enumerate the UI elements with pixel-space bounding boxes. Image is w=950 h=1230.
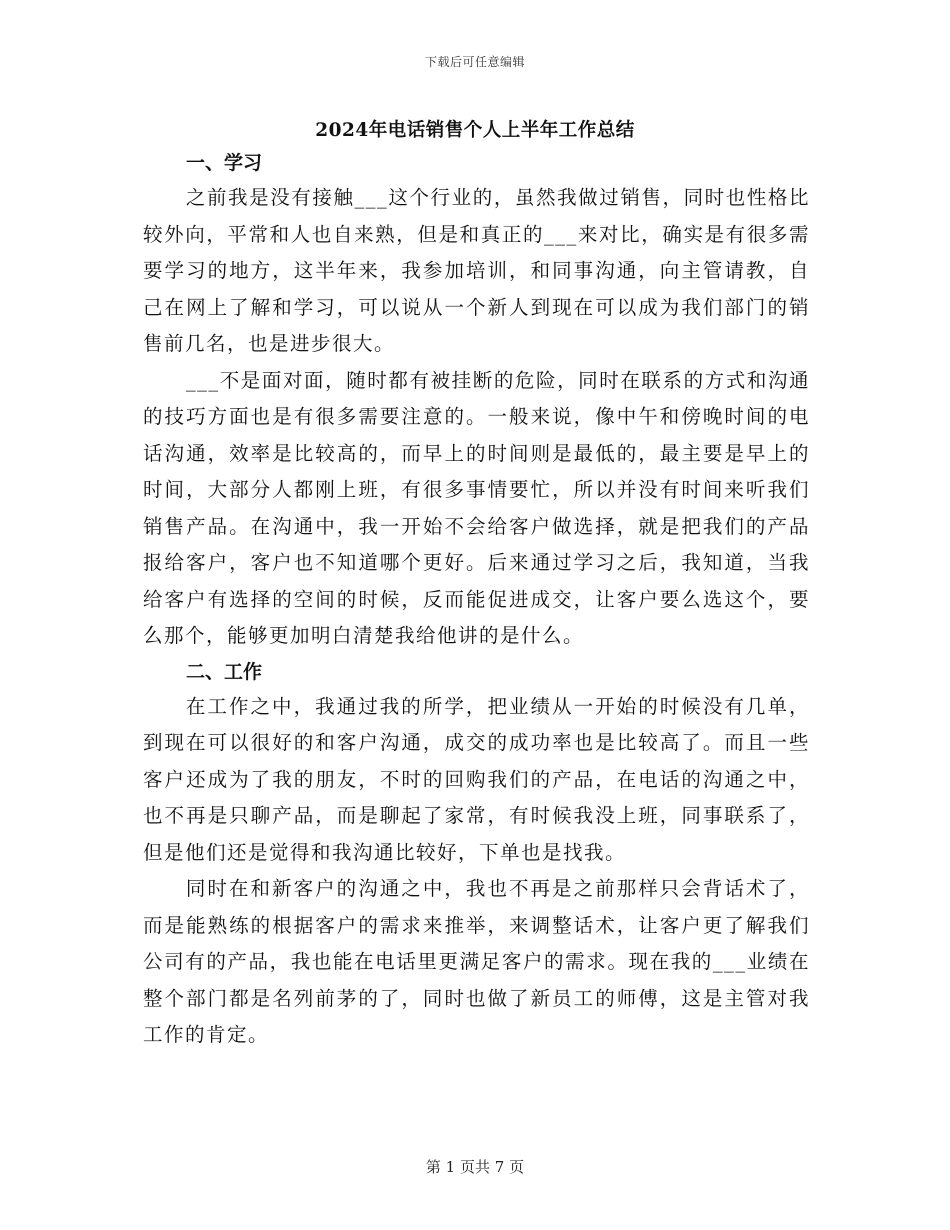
page-number: 第 1 页共 7 页 [425, 1158, 525, 1176]
section-work [143, 655, 810, 1054]
paragraph: ___不是面对面，随时都有被挂断的危险，同时在联系的方式和沟通的技巧方面也是有很多需要注意的。一般来说，像中午和傍晚时间的电话沟通，效率是比较高的，而早上的时间则是最低的，最主要是早上的时间，大部分人都刚上班，有很多事情要忙，所以并没有时间来听我们销售产品。在沟通中，我一开始不会给客户做选择，就是把我们的产品报给客户，客户也不知道哪个更好。后来通过学习之后，我知道，当我给客户有选择的空间的时候，反而能促进成交，让客户要么选这个，要么那个，能够更加明白清楚我给他讲的是什么。 [143, 368, 810, 647]
paragraph: 在工作之中，我通过我的所学，把业绩从一开始的时候没有几单，到现在可以很好的和客户沟通，成交的成功率也是比较高了。而且一些客户还成为了我的朋友，不时的回购我们的产品，在电话的沟通之中，也不再是只聊产品，而是聊起了家常，有时候我没上班，同事联系了，但是他们还是觉得和我沟通比较好，下单也是找我。 [143, 694, 810, 864]
section-study [143, 146, 810, 655]
section-heading: 一、学习 [186, 152, 263, 174]
document-title: 2024年电话销售个人上半年工作总结 [315, 120, 635, 141]
section-heading: 二、工作 [186, 660, 263, 683]
paragraph: 之前我是没有接触___这个行业的，虽然我做过销售，同时也性格比较外向，平常和人也自来熟，但是和真正的___来对比，确实是有很多需要学习的地方，这半年来，我参加培训，和同事沟通，向主管请教，自己在网上了解和学习，可以说从一个新人到现在可以成为我们部门的销售前几名，也是进步很大。 [143, 186, 810, 355]
header-note: 下载后可任意编辑 [424, 55, 525, 69]
paragraph: 同时在和新客户的沟通之中，我也不再是之前那样只会背话术了，而是能熟练的根据客户的需求来推举，来调整话术，让客户更了解我们公司有的产品，我也能在电话里更满足客户的需求。现在我的___业绩在整个部门都是名列前茅的了，同时也做了新员工的师傅，这是主管对我工作的肯定。 [143, 877, 810, 1046]
document-body [143, 146, 810, 1054]
